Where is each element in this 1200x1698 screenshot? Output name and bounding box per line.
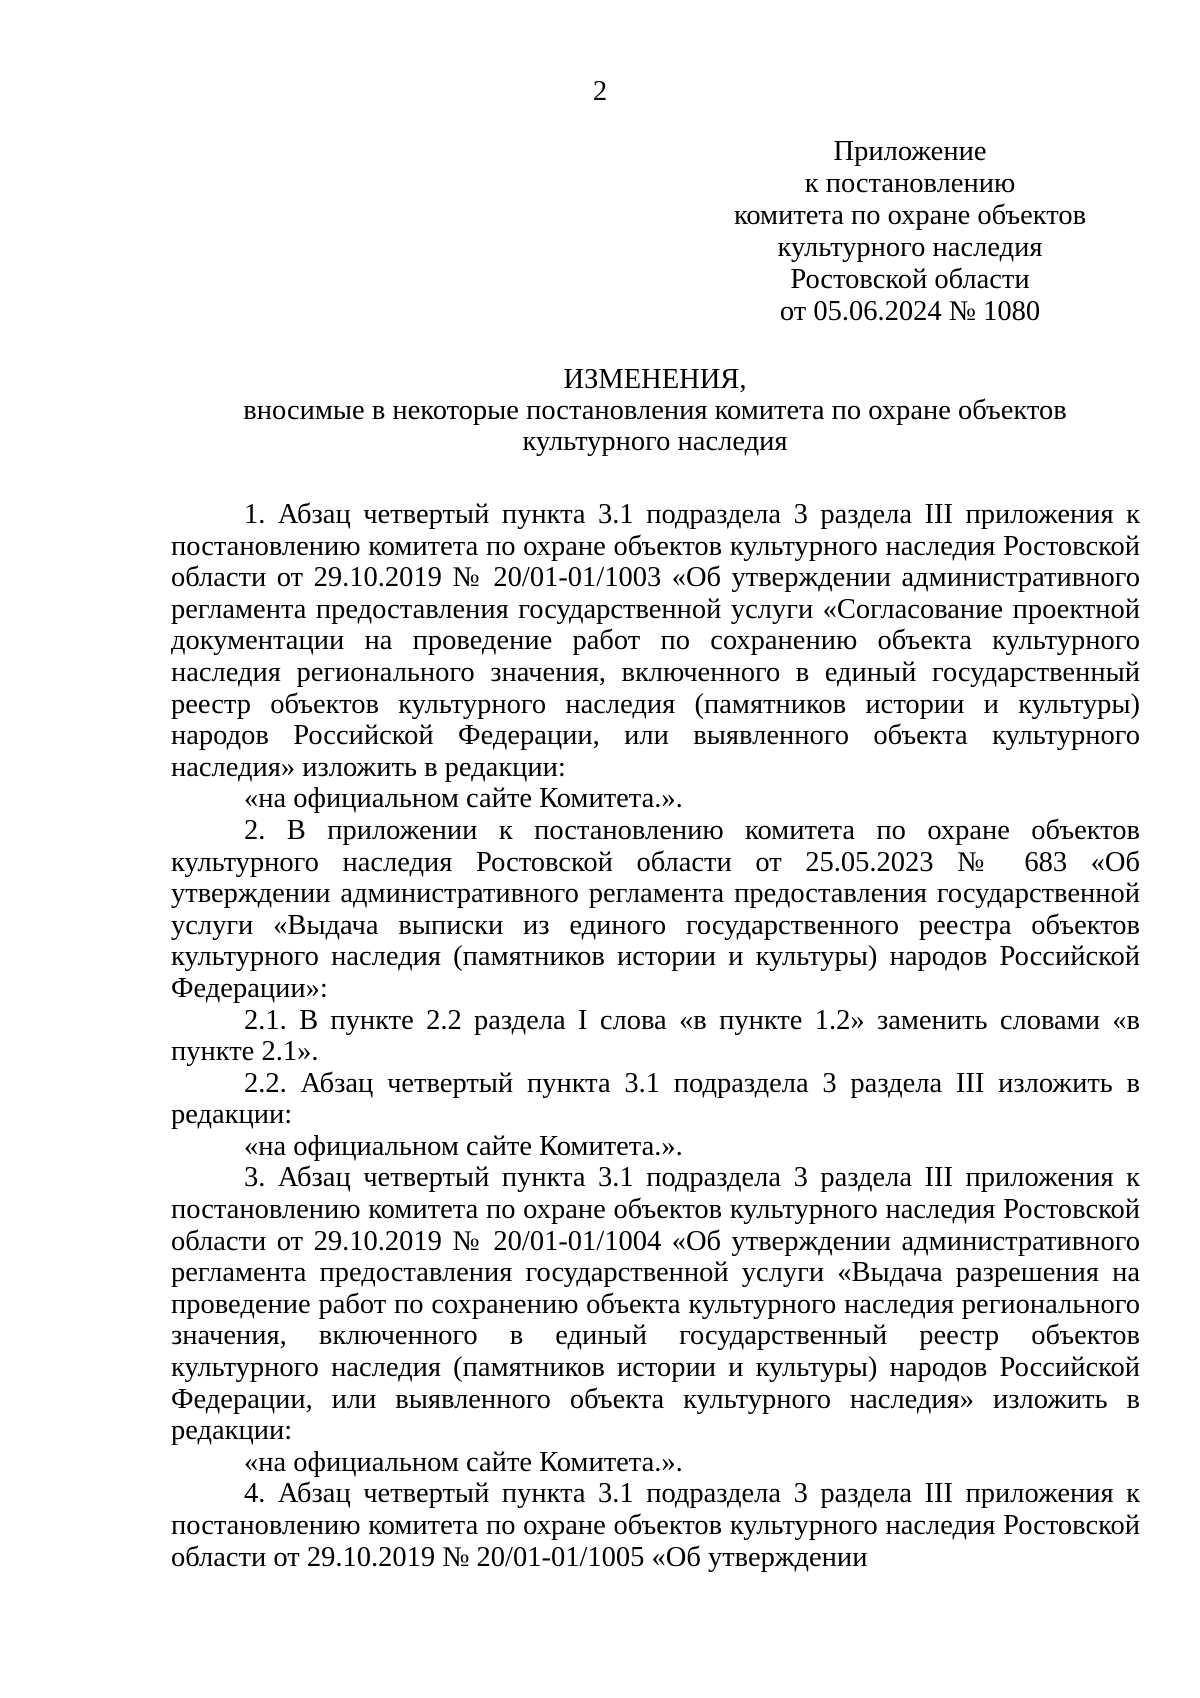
body-paragraph: 2.2. Абзац четвертый пункта 3.1 подраздела 3 раздела III изложить в редакции:	[171, 1067, 1140, 1131]
body-paragraph: 4. Абзац четвертый пункта 3.1 подраздела 3 раздела III приложения к постановлению комитета по охране объектов культурного наследия Ростовской области от 29.10.2019 № 20/01-01/1005 «Об утверждении	[171, 1478, 1140, 1573]
page-number: 2	[592, 76, 608, 107]
document-subtitle-line: культурного наследия	[522, 426, 788, 457]
quoted-text: «на официальном сайте Комитета.».	[244, 783, 683, 815]
approval-block	[700, 136, 1120, 328]
approval-line: Приложение	[833, 136, 987, 167]
approval-line: Ростовской области	[790, 264, 1030, 295]
document-title-block	[170, 364, 1140, 457]
body-paragraph: 3. Абзац четвертый пункта 3.1 подраздела 3 раздела III приложения к постановлению комитета по охране объектов культурного наследия Ростовской области от 29.10.2019 № 20/01-01/1004 «Об утверждении административного регламента предоставления государственной услуги «Выдача разрешения на проведение работ по сохранению объекта культурного наследия регионального значения, включенного в единый государственный реестр объектов культурного наследия (памятников истории и культуры) народов Российской Федерации, или выявленного объекта культурного наследия» изложить в редакции:	[171, 1162, 1140, 1447]
approval-line: от 05.06.2024 № 1080	[779, 296, 1041, 327]
body-paragraph: 2.1. В пункте 2.2 раздела I слова «в пункте 1.2» заменить словами «в пункте 2.1».	[171, 1004, 1140, 1068]
quoted-text: «на официальном сайте Комитета.».	[244, 1130, 683, 1162]
approval-line: к постановлению	[804, 168, 1016, 199]
document-body	[171, 499, 1140, 1573]
document-heading: ИЗМЕНЕНИЯ,	[563, 364, 747, 395]
quoted-text: «на официальном сайте Комитета.».	[244, 1446, 683, 1478]
document-subtitle-line: вносимые в некоторые постановления комитета по охране объектов	[243, 395, 1067, 426]
approval-line: культурного наследия	[777, 232, 1043, 263]
body-paragraph: 1. Абзац четвертый пункта 3.1 подраздела 3 раздела III приложения к постановлению комитета по охране объектов культурного наследия Ростовской области от 29.10.2019 № 20/01-01/1003 «Об утверждении административного регламента предоставления государственной услуги «Согласование проектной документации на проведение работ по сохранению объекта культурного наследия регионального значения, включенного в единый государственный реестр объектов культурного наследия (памятников истории и культуры) народов Российской Федерации, или выявленного объекта культурного наследия» изложить в редакции:	[171, 499, 1140, 783]
body-paragraph: 2. В приложении к постановлению комитета по охране объектов культурного наследия Ростовской области от 25.05.2023 № 683 «Об утверждении административного регламента предоставления государственной услуги «Выдача выписки из единого государственного реестра объектов культурного наследия (памятников истории и культуры) народов Российской Федерации»:	[171, 814, 1140, 1004]
approval-line: комитета по охране объектов	[733, 200, 1087, 231]
